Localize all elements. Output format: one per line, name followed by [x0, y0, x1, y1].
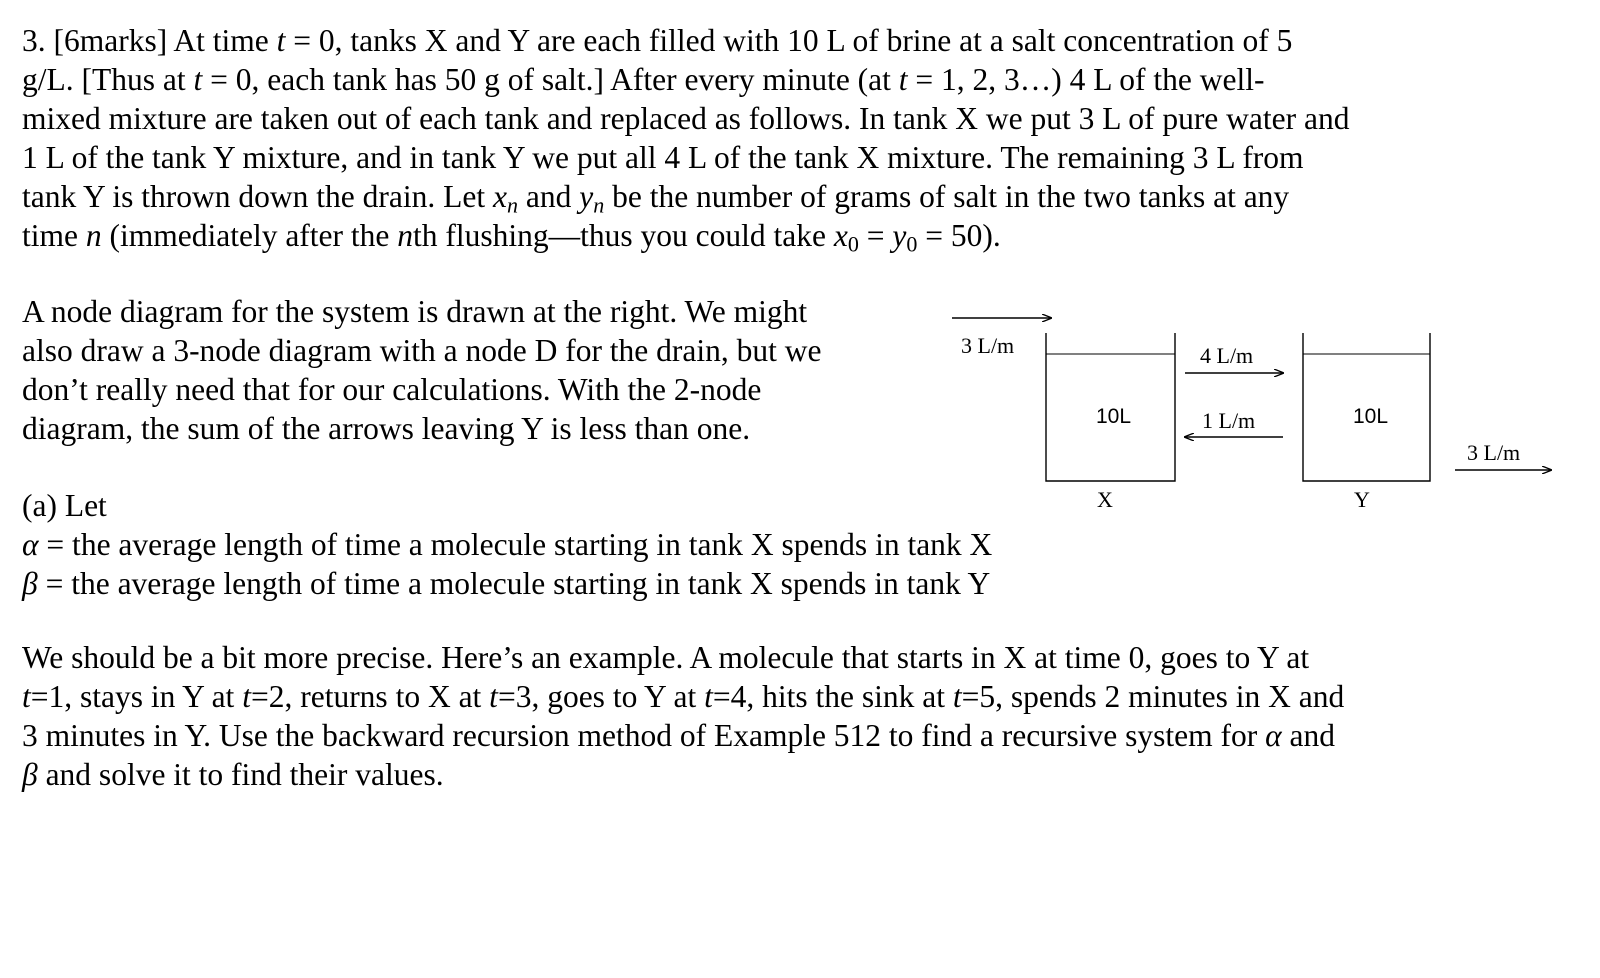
text-line: t=1, stays in Y at t=2, returns to X at t=3, goes to Y at t=4, hits the sink at t=5, spends 2 minutes in X and [22, 679, 1345, 714]
text-line: 3. [6marks] At time t = 0, tanks X and Y are each filled with 10 L of brine at a salt concentration of 5 [22, 23, 1293, 58]
text-line: We should be a bit more precise. Here’s an example. A molecule that starts in X at time 0, goes to Y at [22, 640, 1310, 675]
text-line: (a) Let [22, 488, 107, 523]
tank-y-volume: 10L [1353, 405, 1389, 428]
text-line: β and solve it to find their values. [22, 757, 444, 792]
text-line: 3 minutes in Y. Use the backward recursion method of Example 512 to find a recursive system for α and [22, 718, 1335, 753]
text-line: diagram, the sum of the arrows leaving Y is less than one. [22, 411, 751, 446]
text-line: A node diagram for the system is drawn at the right. We might [22, 294, 808, 329]
text-line: α = the average length of time a molecule starting in tank X spends in tank X [22, 527, 993, 562]
inflow-label: 3 L/m [961, 333, 1015, 358]
text-line: don’t really need that for our calculations. With the 2-node [22, 372, 762, 407]
text-line: g/L. [Thus at t = 0, each tank has 50 g of salt.] After every minute (at t = 1, 2, 3…) 4 L of the well- [22, 62, 1265, 97]
x-to-y-label: 4 L/m [1200, 343, 1254, 368]
text-line: tank Y is thrown down the drain. Let $x_n$ and $y_n$ be the number of grams of salt in the two tanks at any [22, 179, 1290, 218]
tank-y-name: Y [1354, 487, 1370, 512]
text-line: also draw a 3-node diagram with a node D for the drain, but we [22, 333, 822, 368]
tank-x-volume: 10L [1096, 405, 1132, 428]
text-line: 1 L of the tank Y mixture, and in tank Y we put all 4 L of the tank X mixture. The remaining 3 L from [22, 140, 1304, 175]
outflow-label: 3 L/m [1467, 440, 1521, 465]
y-to-x-label: 1 L/m [1202, 408, 1256, 433]
text-line: mixed mixture are taken out of each tank and replaced as follows. In tank X we put 3 L of pure water and [22, 101, 1350, 136]
text-line: time n (immediately after the nth flushing—thus you could take $x_0 = y_0 = 50$). [22, 218, 1001, 257]
text-line: β = the average length of time a molecule starting in tank X spends in tank Y [22, 566, 991, 601]
tank-x-name: X [1097, 487, 1113, 512]
